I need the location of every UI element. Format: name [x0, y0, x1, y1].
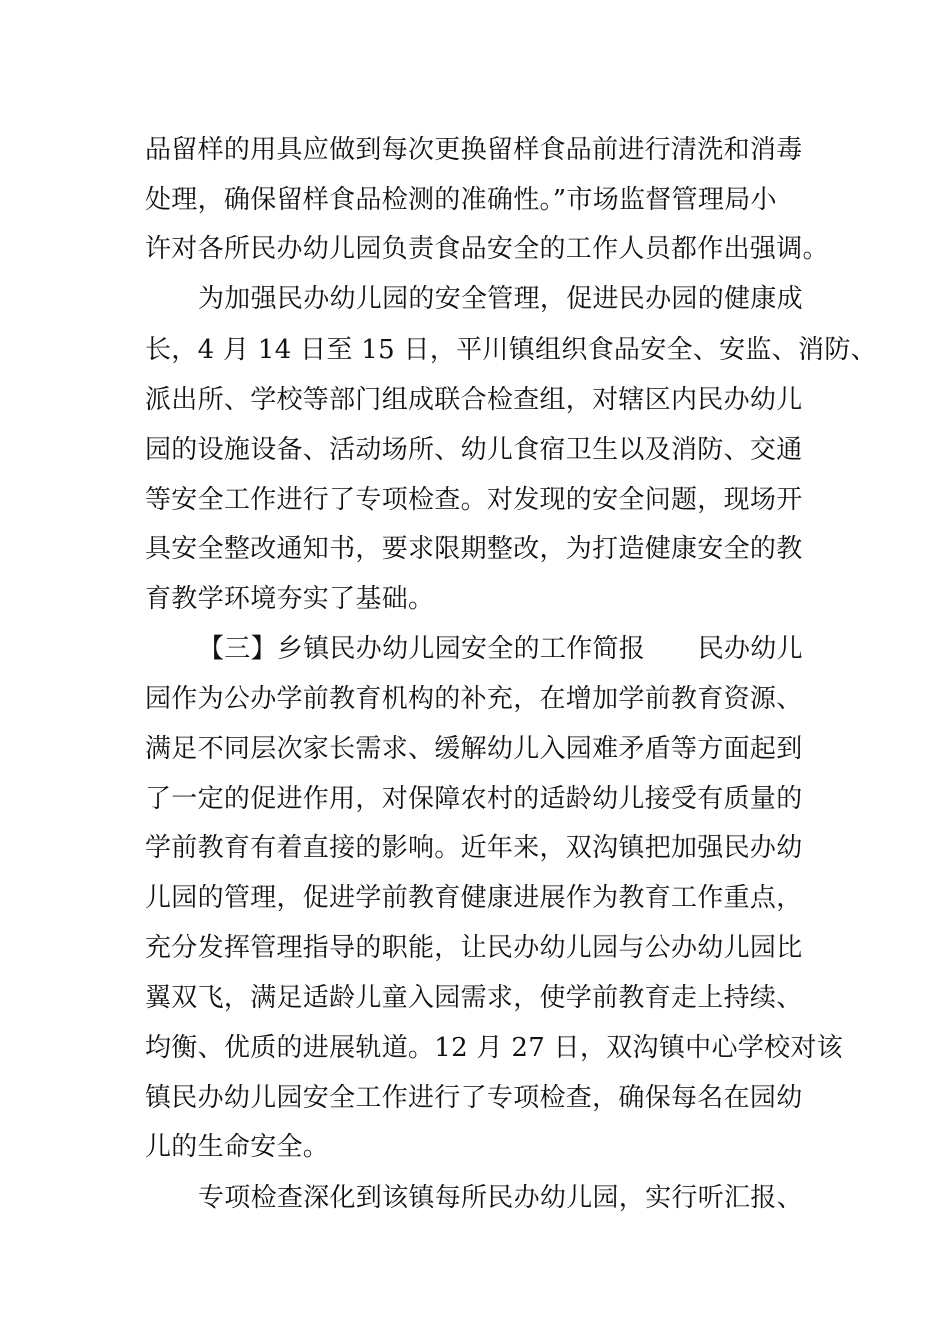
paragraph-3-line-8: 翼双飞，满足适龄儿童入园需求，使学前教育走上持续、 [145, 983, 803, 1013]
paragraph-3-line-3: 满足不同层次家长需求、缓解幼儿入园难矛盾等方面起到 [145, 734, 803, 764]
paragraph-2-line-2: 长，4 月 14 日至 15 日，平川镇组织食品安全、安监、消防、 [145, 335, 877, 365]
paragraph-2-line-5: 等安全工作进行了专项检查。对发现的安全问题，现场开 [145, 485, 803, 515]
paragraph-3-line-7: 充分发挥管理指导的职能，让民办幼儿园与公办幼儿园比 [145, 933, 803, 963]
paragraph-3-line-11: 儿的生命安全。 [145, 1132, 330, 1162]
paragraph-2-line-1: 为加强民办幼儿园的安全管理，促进民办园的健康成 [198, 284, 803, 314]
paragraph-1-line-1: 品留样的用具应做到每次更换留样食品前进行清洗和消毒 [145, 135, 803, 165]
paragraph-3-line-1: 【三】乡镇民办幼儿园安全的工作简报 民办幼儿 [198, 634, 803, 664]
paragraph-2-line-7: 育教学环境夯实了基础。 [145, 584, 435, 614]
paragraph-2-line-4: 园的设施设备、活动场所、幼儿食宿卫生以及消防、交通 [145, 435, 803, 465]
paragraph-2-line-3: 派出所、学校等部门组成联合检查组，对辖区内民办幼儿 [145, 385, 803, 415]
paragraph-3-line-9: 均衡、优质的进展轨道。12 月 27 日，双沟镇中心学校对该 [145, 1033, 843, 1063]
paragraph-4-line-1: 专项检查深化到该镇每所民办幼儿园，实行听汇报、 [198, 1183, 803, 1213]
paragraph-3-line-5: 学前教育有着直接的影响。近年来，双沟镇把加强民办幼 [145, 833, 803, 863]
paragraph-1-line-2: 处理，确保留样食品检测的准确性。”市场监督管理局小 [145, 185, 777, 215]
paragraph-1-line-3: 许对各所民办幼儿园负责食品安全的工作人员都作出强调。 [145, 234, 829, 264]
paragraph-3-line-6: 儿园的管理，促进学前教育健康进展作为教育工作重点， [145, 883, 803, 913]
paragraph-3-line-4: 了一定的促进作用，对保障农村的适龄幼儿接受有质量的 [145, 784, 803, 814]
paragraph-3-line-2: 园作为公办学前教育机构的补充，在增加学前教育资源、 [145, 684, 803, 714]
paragraph-2-line-6: 具安全整改通知书，要求限期整改，为打造健康安全的教 [145, 534, 803, 564]
paragraph-3-line-10: 镇民办幼儿园安全工作进行了专项检查，确保每名在园幼 [145, 1083, 803, 1113]
